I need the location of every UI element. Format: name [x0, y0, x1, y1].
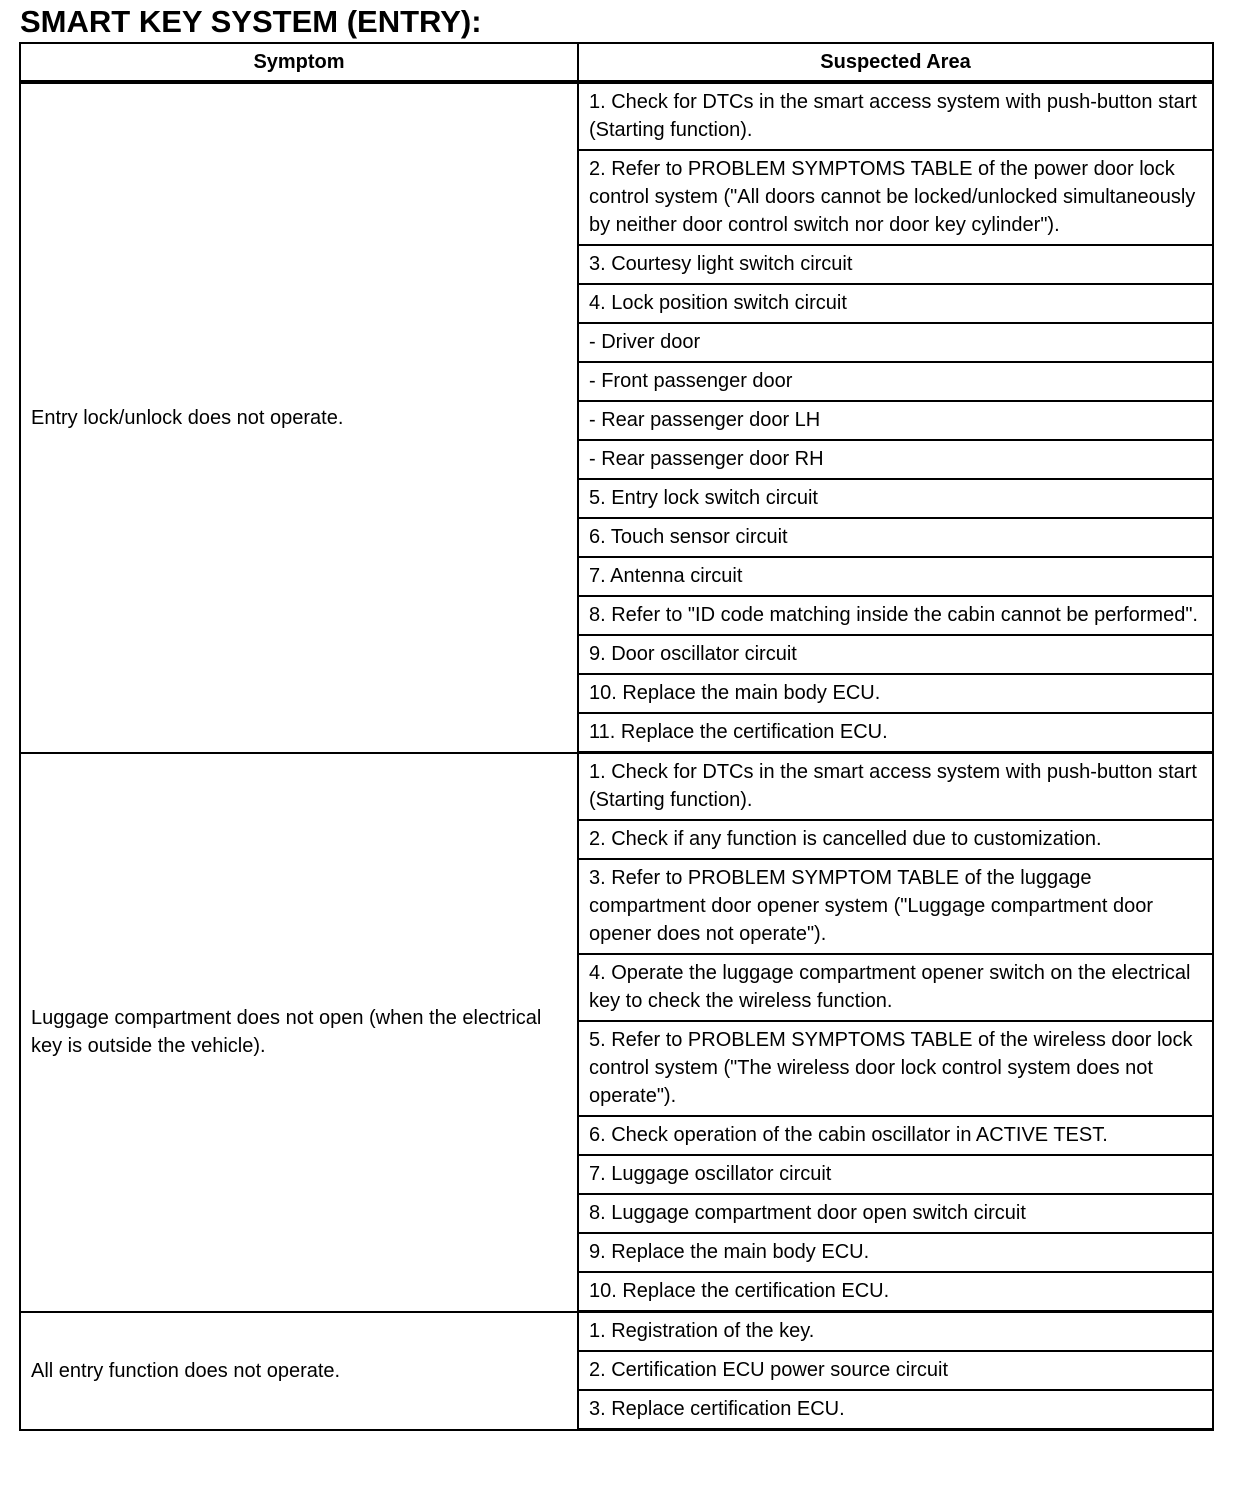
suspected-area-cell: 10. Replace the certification ECU. [578, 1272, 1213, 1312]
suspected-area-cell: 3. Refer to PROBLEM SYMPTOM TABLE of the luggage compartment door opener system ("Luggage compartment door opener does not operate"). [578, 859, 1213, 954]
symptom-cell: Entry lock/unlock does not operate. [20, 82, 578, 753]
symptom-column-header: Symptom [20, 43, 578, 82]
suspected-area-cell: 3. Replace certification ECU. [578, 1390, 1213, 1430]
suspected-area-cell: 3. Courtesy light switch circuit [578, 245, 1213, 284]
suspected-area-cell: 2. Check if any function is cancelled due to customization. [578, 820, 1213, 859]
suspected-area-cell: 1. Check for DTCs in the smart access system with push-button start (Starting function). [578, 82, 1213, 150]
suspected-area-cell: 4. Lock position switch circuit [578, 284, 1213, 323]
suspected-area-cell: 6. Check operation of the cabin oscillator in ACTIVE TEST. [578, 1116, 1213, 1155]
suspected-area-cell: 8. Luggage compartment door open switch circuit [578, 1194, 1213, 1233]
table-row [20, 753, 1213, 821]
symptom-cell: Luggage compartment does not open (when the electrical key is outside the vehicle). [20, 753, 578, 1312]
suspected-area-cell: - Rear passenger door RH [578, 440, 1213, 479]
suspected-area-cell: 7. Luggage oscillator circuit [578, 1155, 1213, 1194]
suspected-area-cell: 2. Refer to PROBLEM SYMPTOMS TABLE of the power door lock control system ("All doors cannot be locked/unlocked simultaneously by neither door control switch nor door key cylinder"). [578, 150, 1213, 245]
suspected-area-cell: 6. Touch sensor circuit [578, 518, 1213, 557]
suspected-area-cell: 4. Operate the luggage compartment opener switch on the electrical key to check the wireless function. [578, 954, 1213, 1021]
symptom-table [19, 42, 1214, 1431]
suspected-area-cell: 2. Certification ECU power source circuit [578, 1351, 1213, 1390]
suspected-area-cell: - Driver door [578, 323, 1213, 362]
suspected-area-cell: 9. Replace the main body ECU. [578, 1233, 1213, 1272]
suspected-area-cell: - Front passenger door [578, 362, 1213, 401]
suspected-area-column-header: Suspected Area [578, 43, 1213, 82]
suspected-area-cell: 5. Refer to PROBLEM SYMPTOMS TABLE of the wireless door lock control system ("The wireless door lock control system does not operate"). [578, 1021, 1213, 1116]
suspected-area-cell: 7. Antenna circuit [578, 557, 1213, 596]
table-body [20, 82, 1213, 1430]
suspected-area-cell: - Rear passenger door LH [578, 401, 1213, 440]
table-row [20, 82, 1213, 150]
suspected-area-cell: 5. Entry lock switch circuit [578, 479, 1213, 518]
suspected-area-cell: 8. Refer to "ID code matching inside the cabin cannot be performed". [578, 596, 1213, 635]
table-header-row [20, 43, 1213, 82]
table-row [20, 1312, 1213, 1352]
suspected-area-cell: 1. Check for DTCs in the smart access system with push-button start (Starting function). [578, 753, 1213, 821]
symptom-cell: All entry function does not operate. [20, 1312, 578, 1430]
page-title: SMART KEY SYSTEM (ENTRY): [20, 4, 482, 39]
suspected-area-cell: 10. Replace the main body ECU. [578, 674, 1213, 713]
suspected-area-cell: 1. Registration of the key. [578, 1312, 1213, 1352]
suspected-area-cell: 9. Door oscillator circuit [578, 635, 1213, 674]
suspected-area-cell: 11. Replace the certification ECU. [578, 713, 1213, 753]
